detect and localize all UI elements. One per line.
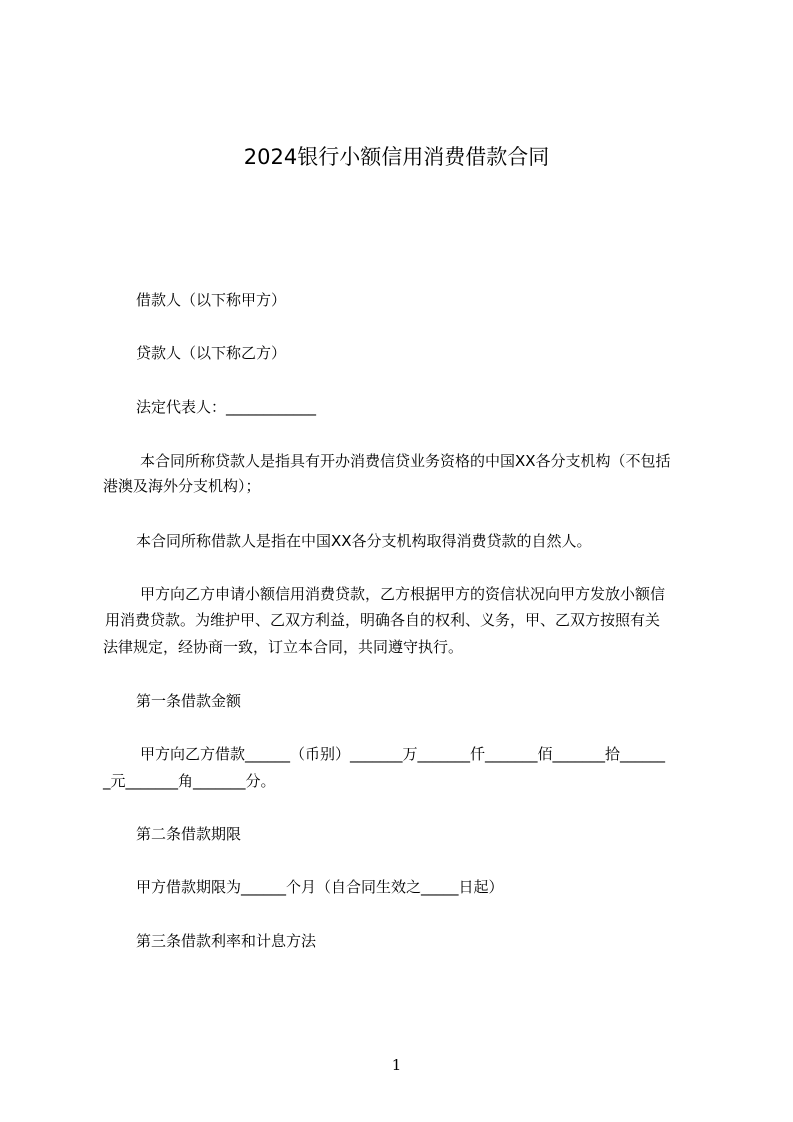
article-3-heading: 第三条借款利率和计息方法 (136, 932, 317, 950)
lender-line: 贷款人（以下称乙方） (136, 344, 287, 362)
article-1-line-1: 甲方向乙方借款______（币别）_______万_______仟_______佰_______拾______ (140, 745, 666, 763)
borrower-line: 借款人（以下称甲方） (136, 291, 287, 309)
legal-representative-line: 法定代表人：____________ (136, 398, 317, 416)
article-2-heading: 第二条借款期限 (136, 825, 242, 843)
document-title: 2024银行小额信用消费借款合同 (243, 145, 550, 169)
article-1-heading: 第一条借款金额 (136, 692, 242, 710)
intro-line-2: 用消费贷款。为维护甲、乙双方利益，明确各自的权利、义务，甲、乙双方按照有关 (105, 611, 661, 629)
borrower-definition: 本合同所称借款人是指在中国XX各分支机构取得消费贷款的自然人。 (136, 532, 592, 550)
intro-line-3: 法律规定，经协商一致，订立本合同，共同遵守执行。 (103, 638, 464, 656)
lender-definition-line-2: 港澳及海外分支机构）； (103, 477, 261, 495)
page-number: 1 (391, 1056, 402, 1074)
intro-line-1: 甲方向乙方申请小额信用消费贷款，乙方根据甲方的资信状况向甲方发放小额信 (140, 585, 666, 603)
article-2-text: 甲方借款期限为______个月（自合同生效之_____日起） (136, 878, 504, 896)
lender-definition-line-1: 本合同所称贷款人是指具有开办消费信贷业务资格的中国XX各分支机构（不包括 (140, 452, 671, 470)
article-1-line-2: _元_______角_______分。 (103, 772, 276, 790)
